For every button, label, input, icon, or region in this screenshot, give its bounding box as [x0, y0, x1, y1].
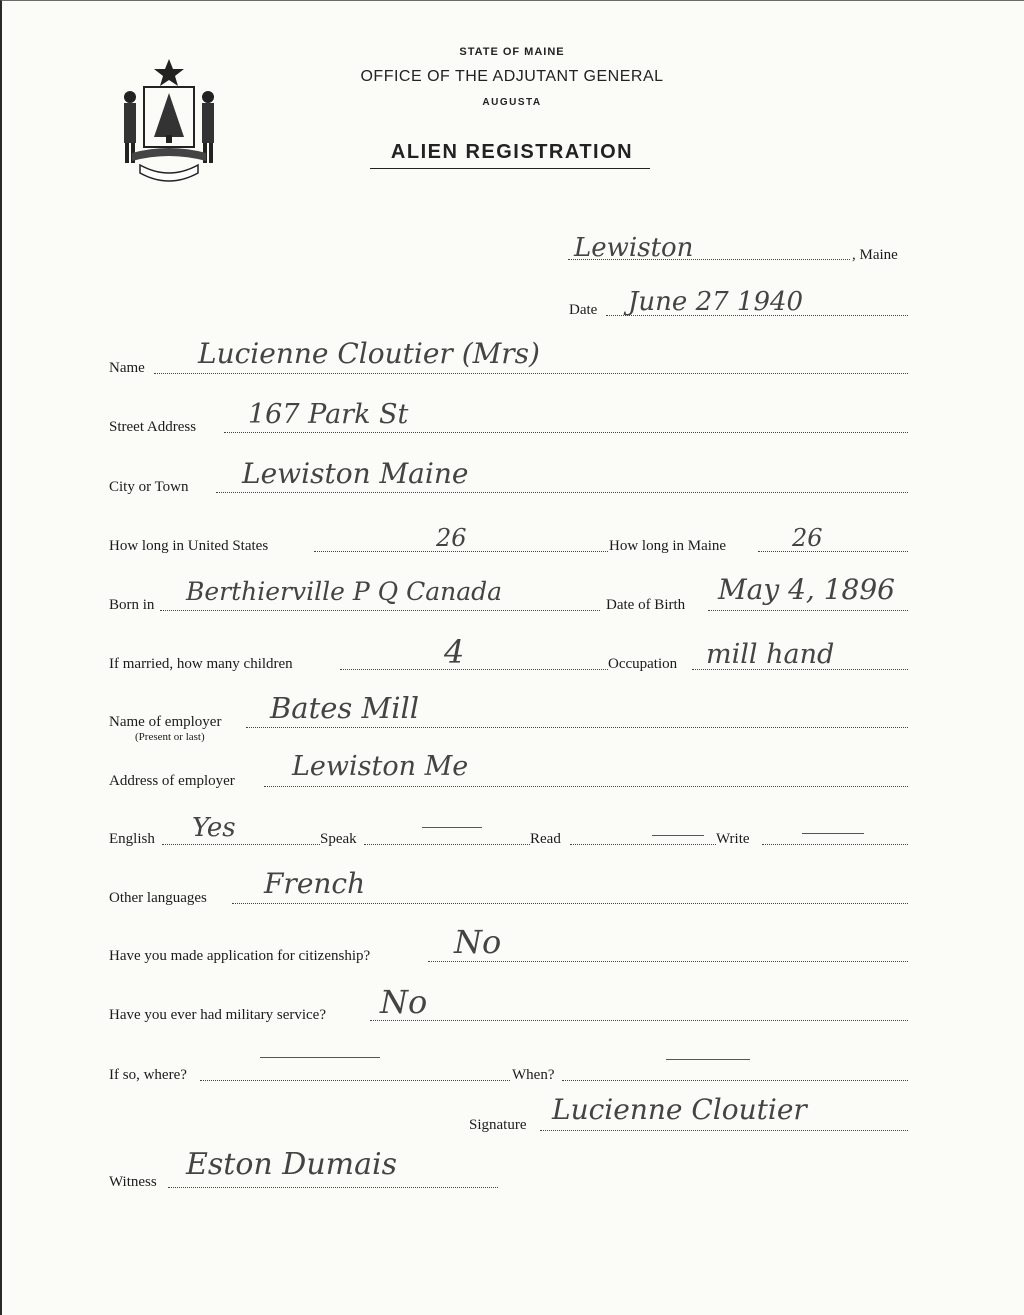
when-line: [562, 1080, 908, 1081]
english-value: Yes: [192, 813, 236, 843]
english-line: [162, 844, 320, 845]
english-label: English: [109, 831, 155, 847]
read-dash: [652, 835, 704, 836]
citizenship-value: No: [454, 923, 502, 961]
city-label: City or Town: [109, 479, 189, 495]
where-label: If so, where?: [109, 1067, 187, 1083]
when-dash: [666, 1059, 750, 1060]
children-value: 4: [444, 633, 465, 671]
born-in-line: [160, 610, 600, 611]
dob-label: Date of Birth: [606, 597, 686, 613]
citizenship-line: [428, 961, 908, 962]
when-label: When?: [512, 1067, 555, 1083]
employer-address-value: Lewiston Me: [292, 751, 469, 782]
witness-label: Witness: [109, 1174, 157, 1190]
signature-line: [540, 1130, 908, 1131]
witness-line: [168, 1187, 498, 1188]
write-line: [762, 844, 908, 845]
born-in-label: Born in: [109, 597, 155, 613]
form-title: ALIEN REGISTRATION: [390, 141, 634, 163]
speak-label: Speak: [320, 831, 357, 847]
signature-value: Lucienne Cloutier: [552, 1093, 807, 1126]
maine-seal-icon: [114, 57, 224, 182]
witness-value: Eston Dumais: [186, 1147, 397, 1182]
date-label: Date: [569, 302, 598, 318]
military-line: [370, 1020, 908, 1021]
city-heading: AUGUSTA: [482, 97, 542, 108]
place-value: Lewiston: [574, 233, 694, 263]
how-long-maine-label: How long in Maine: [609, 538, 727, 554]
employer-value: Bates Mill: [270, 691, 420, 725]
other-languages-value: French: [264, 867, 366, 900]
employer-label: Name of employer: [109, 714, 222, 730]
military-label: Have you ever had military service?: [109, 1007, 326, 1023]
street-line: [224, 432, 908, 433]
where-line: [200, 1080, 510, 1081]
born-in-value: Berthierville P Q Canada: [186, 577, 503, 606]
children-line: [340, 669, 608, 670]
employer-address-label: Address of employer: [109, 773, 235, 789]
citizenship-label: Have you made application for citizenship?: [109, 948, 371, 964]
name-line: [154, 373, 908, 374]
how-long-maine-value: 26: [792, 524, 823, 552]
place-suffix: , Maine: [852, 247, 898, 263]
signature-label: Signature: [469, 1117, 527, 1133]
how-long-us-value: 26: [436, 524, 467, 552]
occupation-value: mill hand: [706, 639, 835, 670]
employer-sublabel: (Present or last): [135, 731, 205, 743]
dob-value: May 4, 1896: [718, 573, 895, 606]
occupation-label: Occupation: [608, 656, 678, 672]
speak-line: [364, 844, 530, 845]
dob-line: [708, 610, 908, 611]
military-value: No: [380, 983, 428, 1021]
where-dash: [260, 1057, 380, 1058]
state-heading: STATE OF MAINE: [459, 46, 565, 58]
write-label: Write: [716, 831, 750, 847]
title-underline: [370, 168, 650, 169]
city-value: Lewiston Maine: [242, 457, 469, 490]
employer-address-line: [264, 786, 908, 787]
other-languages-label: Other languages: [109, 890, 207, 906]
how-long-us-label: How long in United States: [109, 538, 269, 554]
office-heading: OFFICE OF THE ADJUTANT GENERAL: [360, 68, 664, 85]
date-value: June 27 1940: [628, 287, 804, 317]
speak-dash: [422, 827, 482, 828]
city-line: [216, 492, 908, 493]
street-value: 167 Park St: [248, 399, 409, 430]
children-label: If married, how many children: [109, 656, 293, 672]
name-label: Name: [109, 360, 145, 376]
street-label: Street Address: [109, 419, 197, 435]
read-line: [570, 844, 716, 845]
name-value: Lucienne Cloutier (Mrs): [198, 337, 540, 370]
how-long-maine-line: [758, 551, 908, 552]
other-languages-line: [232, 903, 908, 904]
employer-line: [246, 727, 908, 728]
read-label: Read: [530, 831, 561, 847]
write-dash: [802, 833, 864, 834]
